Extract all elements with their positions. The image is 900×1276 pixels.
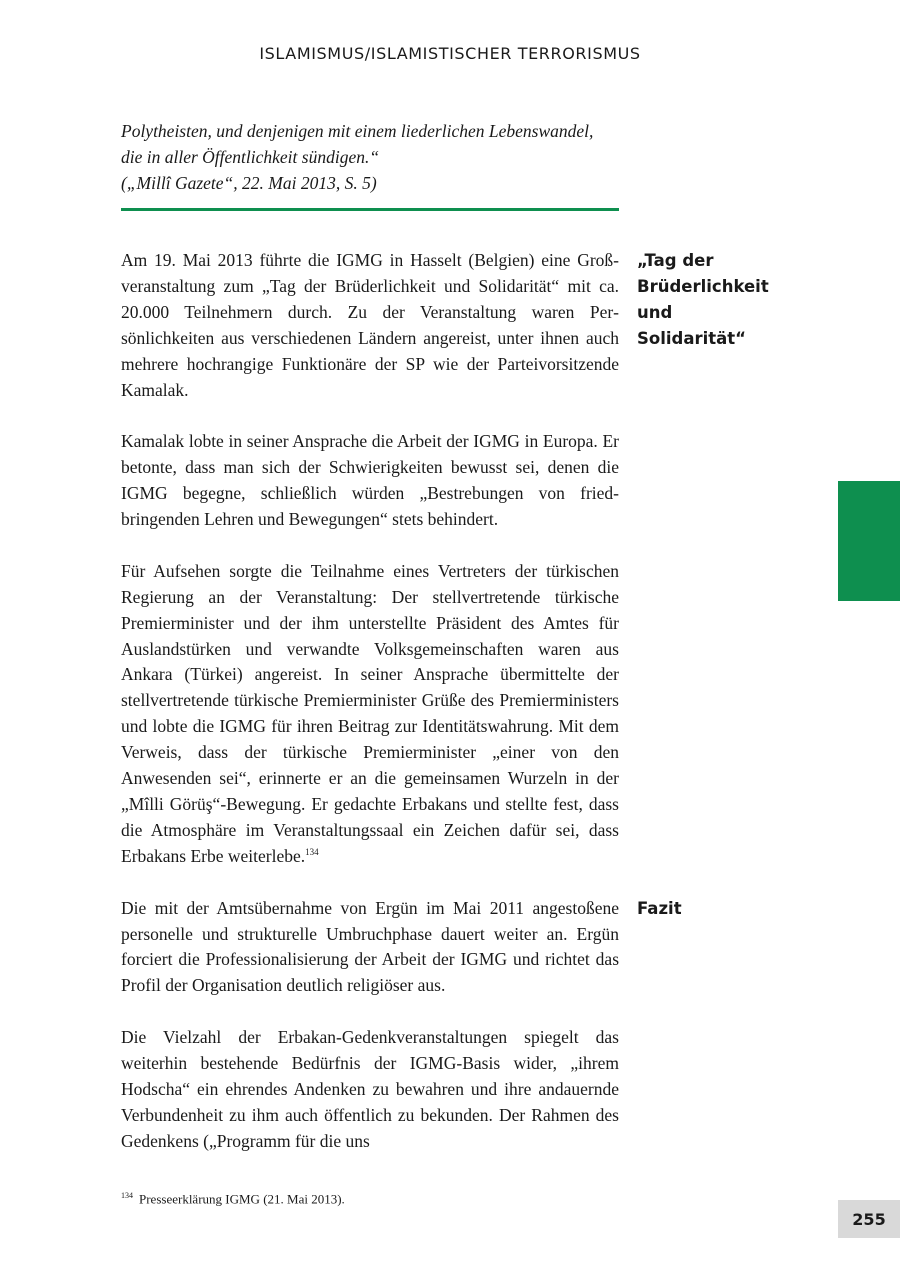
footnote-text: Presseerklärung IGMG (21. Mai 2013). bbox=[139, 1191, 345, 1207]
paragraph-5: Die Vielzahl der Erbakan-Gedenkveranstaltungen spiegelt das weiterhin bestehende Bedürfnis der IGMG-Basis wider, „ihrem Hodscha“ ein ehrendes Andenken zu bewahren und ihre andauernde Verbundenheit zu ihm auch öffentlich zu bekunden. Der Rahmen des Gedenkens („Programm für die uns bbox=[121, 1027, 619, 1151]
paragraph-1: Am 19. Mai 2013 führte die IGMG in Hasselt (Belgien) eine Großveranstaltung zum „Tag der Brüderlichkeit und Solidarität“ mit ca. 20.000 Teilnehmern durch. Zu der Veranstaltung waren Persönlichkeiten aus verschiedenen Ländern angereist, unter ihnen auch mehrere hochrangige Funktionäre der SP wie der Parteivorsitzende Kamalak. bbox=[121, 250, 619, 400]
quote-block bbox=[121, 118, 619, 196]
footnote-number: 134 bbox=[121, 1191, 133, 1200]
quote-line-2: die in aller Öffentlichkeit sündigen.“ bbox=[121, 147, 380, 167]
quote-source: („Millî Gazete“, 22. Mai 2013, S. 5) bbox=[121, 173, 377, 193]
paragraph-3-text: Für Aufsehen sorgte die Teilnahme eines Vertreters der türkischen Regierung an der Veranstaltung: Der stellvertretende türkische Premierminister und der ihm unterstellte Präsident des Amtes für Auslandstürken und verwandte Volksgemeinschaften waren aus Ankara (Türkei) angereist. In seiner Ansprache übermittelte der stellvertretende türkische Premierminister Grüße des Premierministers und lobte die IGMG für ihren Beitrag zur Identitätswahrung. Mit dem Verweis, dass der türkische Premierminister „einer von den Anwesenden sei“, erinnerte er an die gemeinsamen Wurzeln in der „Mîlli Görüş“-Bewegung. Er gedachte Erbakans und stellte fest, dass die Atmosphäre im Veranstaltungssaal ein Zeichen dafür sei, dass Erbakans Erbe weiterlebe. bbox=[121, 560, 619, 866]
margin-note-line: Brüderlichkeit bbox=[637, 277, 769, 296]
page-number: 255 bbox=[838, 1200, 900, 1238]
paragraph-3 bbox=[121, 559, 619, 870]
body-text bbox=[121, 248, 619, 1181]
quote-divider bbox=[121, 208, 619, 211]
margin-note-line: „Tag der bbox=[637, 251, 714, 270]
margin-note-line: und Solidarität“ bbox=[637, 303, 747, 348]
paragraph-4: Die mit der Amtsübernahme von Ergün im Mai 2011 angestoßene personelle und strukturelle Umbruchphase dauert weiter an. Ergün forciert die Professionalisierung der Arbeit der IGMG und richtet das Profil der Organisation deutlich religiöser aus. bbox=[121, 897, 619, 996]
footnote bbox=[121, 1187, 619, 1208]
quote-line-1: Polytheisten, und denjenigen mit einem liederlichen Lebenswandel, bbox=[121, 121, 594, 141]
footnote-reference[interactable]: 134 bbox=[305, 846, 319, 857]
margin-note-fazit: Fazit bbox=[637, 899, 682, 918]
paragraph-2: Kamalak lobte in seiner Ansprache die Arbeit der IGMG in Europa. Er betonte, dass man sich der Schwierigkeiten bewusst sei, denen die IGMG begegne, schließlich würden „Bestrebungen von friedbringenden Lehren und Bewegungen“ stets behindert. bbox=[121, 431, 619, 530]
margin-note-tag-der-bruederlichkeit bbox=[637, 248, 787, 352]
running-header: ISLAMISMUS/ISLAMISTISCHER TERRORISMUS bbox=[259, 44, 641, 63]
chapter-tab-marker bbox=[838, 481, 900, 601]
